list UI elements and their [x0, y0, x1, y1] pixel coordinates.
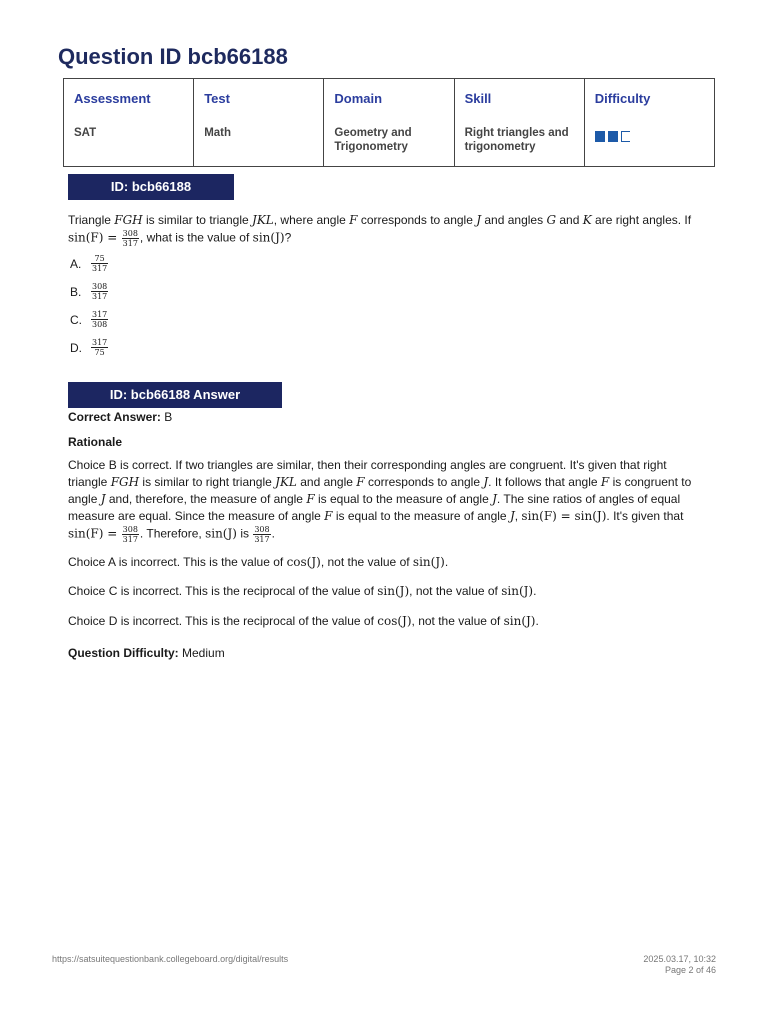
- fraction-numerator: 317: [92, 310, 108, 319]
- difficulty-value: Medium: [182, 646, 225, 660]
- rationale-math: sin(J): [205, 526, 237, 541]
- difficulty-indicator: [595, 131, 704, 142]
- stem-math: K: [582, 213, 592, 227]
- stem-text: Triangle: [68, 213, 115, 227]
- answer-choice-c[interactable]: [70, 310, 109, 329]
- stem-math: J: [476, 213, 482, 227]
- question-stem: [68, 212, 698, 248]
- rationale-choice-c: [68, 583, 698, 600]
- rationale-text: corresponds to angle: [364, 475, 484, 489]
- fraction-denominator: 75: [94, 348, 105, 357]
- rationale-math: sin(F) = sin(J): [521, 509, 607, 523]
- answer-id-banner: ID: bcb66188 Answer: [68, 382, 282, 408]
- meta-header-difficulty: Difficulty: [594, 91, 651, 106]
- choice-fraction: [91, 282, 108, 301]
- rationale-text: , not the value of: [409, 584, 502, 598]
- choice-fraction: [91, 338, 108, 357]
- rationale-math: sin(J): [377, 584, 410, 598]
- rationale-text: Choice C is incorrect. This is the reciprocal of the value of: [68, 584, 378, 598]
- rationale-text: Choice D is incorrect. This is the reciprocal of the value of: [68, 614, 378, 628]
- fraction-numerator: 75: [91, 254, 108, 264]
- answer-choice-a[interactable]: [70, 254, 109, 273]
- meta-cell-domain: [324, 79, 454, 167]
- rationale-math: F: [306, 492, 315, 506]
- question-difficulty: [68, 645, 698, 662]
- fraction-denominator: 317: [122, 535, 138, 544]
- fraction-denominator: 317: [92, 292, 108, 301]
- stem-math: sin(F) =: [68, 230, 118, 245]
- rationale-text: Choice A is incorrect. This is the value of: [68, 555, 287, 569]
- rationale-choice-a: [68, 554, 698, 571]
- footer-url[interactable]: https://satsuitequestionbank.collegeboard.org/digital/results: [52, 954, 289, 964]
- rationale-text: .: [533, 584, 537, 598]
- rationale-text: , not the value of: [411, 614, 504, 628]
- correct-answer: [68, 409, 698, 426]
- rationale-text: .: [271, 526, 275, 541]
- footer-timestamp: 2025.03.17, 10:32: [643, 954, 716, 964]
- difficulty-bar-filled: [595, 131, 605, 142]
- stem-math: F: [349, 213, 358, 227]
- difficulty-label: Question Difficulty:: [68, 646, 179, 660]
- rationale-math: J: [492, 492, 497, 506]
- fraction-numerator: 308: [254, 525, 270, 534]
- stem-math: G: [546, 213, 557, 227]
- meta-value-assessment: SAT: [74, 127, 97, 139]
- meta-value-domain: Geometry and Trigonometry: [334, 127, 412, 153]
- rationale-text: . It follows that angle: [488, 475, 601, 489]
- answer-choice-b[interactable]: [70, 282, 109, 301]
- rationale-text: is equal to the measure of angle: [332, 509, 510, 523]
- meta-header-assessment: Assessment: [74, 91, 151, 106]
- choice-letter: A.: [70, 256, 82, 271]
- rationale-math: F: [356, 475, 365, 489]
- stem-math: FGH: [114, 213, 143, 227]
- rationale-text: is congruent to angle: [68, 475, 692, 506]
- choice-fraction: [91, 310, 108, 329]
- fraction-denominator: 317: [92, 264, 108, 273]
- rationale-math: sin(J): [412, 555, 445, 569]
- fraction-denominator: 317: [254, 535, 270, 544]
- rationale-text: is equal to the measure of angle: [314, 492, 493, 506]
- choice-letter: D.: [70, 340, 82, 355]
- rationale-math: sin(J): [501, 584, 534, 598]
- rationale-math: F: [324, 509, 333, 523]
- stem-fraction: [122, 229, 139, 248]
- fraction-denominator: 308: [92, 320, 108, 329]
- choice-letter: B.: [70, 284, 82, 299]
- rationale-text: is similar to right triangle: [139, 475, 276, 489]
- rationale-text: Choice B is correct. If two triangles are similar, then their corresponding angles are congruent. It's given that right triangle: [68, 458, 667, 489]
- rationale-math: JKL: [275, 475, 297, 489]
- rationale-math: cos(J): [286, 555, 321, 569]
- correct-answer-value: B: [164, 410, 173, 424]
- fraction-numerator: 317: [92, 338, 108, 347]
- rationale-text: is: [236, 526, 253, 541]
- difficulty-bar-filled: [608, 131, 618, 142]
- rationale-text: . Therefore,: [139, 526, 206, 541]
- meta-header-test: Test: [204, 91, 230, 106]
- fraction-denominator: 317: [122, 239, 138, 248]
- difficulty-bar-empty: [621, 131, 630, 142]
- meta-cell-difficulty: [584, 79, 714, 167]
- rationale-fraction: [253, 525, 270, 544]
- meta-header-skill: Skill: [464, 91, 492, 106]
- rationale-math: sin(F) =: [68, 526, 118, 541]
- rationale-text: . It's given that: [606, 509, 684, 523]
- meta-cell-assessment: [64, 79, 194, 167]
- rationale-choice-d: [68, 613, 698, 630]
- stem-text: ?: [284, 230, 292, 245]
- stem-text: , where angle: [273, 213, 350, 227]
- rationale-math: J: [100, 492, 106, 506]
- fraction-numerator: 308: [122, 229, 138, 238]
- choice-letter: C.: [70, 312, 82, 327]
- correct-answer-label: Correct Answer:: [68, 410, 161, 424]
- footer-page-number: Page 2 of 46: [664, 965, 716, 975]
- rationale-text: . The sine ratios of angles of equal measure are equal. Since the measure of angle: [68, 492, 681, 523]
- rationale-text: .: [535, 614, 539, 628]
- meta-cell-skill: [454, 79, 584, 167]
- stem-text: , what is the value of: [139, 230, 253, 245]
- rationale-text: ,: [514, 509, 522, 523]
- answer-choice-d[interactable]: [70, 338, 109, 357]
- choice-fraction: [91, 254, 108, 273]
- rationale-math: sin(J): [503, 614, 536, 628]
- rationale-text: and, therefore, the measure of angle: [105, 492, 307, 506]
- fraction-numerator: 308: [122, 525, 138, 534]
- rationale-math: FGH: [110, 475, 140, 489]
- stem-text: corresponds to angle: [357, 213, 477, 227]
- rationale-text: .: [444, 555, 449, 569]
- stem-math: sin(J): [252, 230, 285, 245]
- stem-text: are right angles. If: [591, 213, 692, 227]
- fraction-numerator: 308: [92, 282, 108, 291]
- rationale-math: F: [600, 475, 610, 489]
- meta-header-domain: Domain: [334, 91, 383, 106]
- rationale-text: , not the value of: [320, 555, 413, 569]
- rationale-fraction: [122, 525, 139, 544]
- question-meta-table: [63, 78, 715, 167]
- meta-value-test: Math: [204, 127, 232, 139]
- rationale-heading: Rationale: [68, 435, 123, 449]
- rationale-math: J: [509, 509, 515, 523]
- stem-text: is similar to triangle: [142, 213, 253, 227]
- rationale-text: and angle: [296, 475, 357, 489]
- page-title: Question ID bcb66188: [58, 44, 288, 69]
- rationale-math: cos(J): [377, 614, 412, 628]
- stem-math: JKL: [252, 213, 274, 227]
- meta-cell-test: [194, 79, 324, 167]
- question-id-banner: ID: bcb66188: [68, 174, 234, 200]
- rationale-paragraph: [68, 457, 698, 544]
- rationale-math: J: [483, 475, 489, 489]
- stem-text: and: [556, 213, 583, 227]
- stem-text: and angles: [481, 213, 547, 227]
- meta-value-skill: Right triangles and trigonometry: [464, 127, 569, 153]
